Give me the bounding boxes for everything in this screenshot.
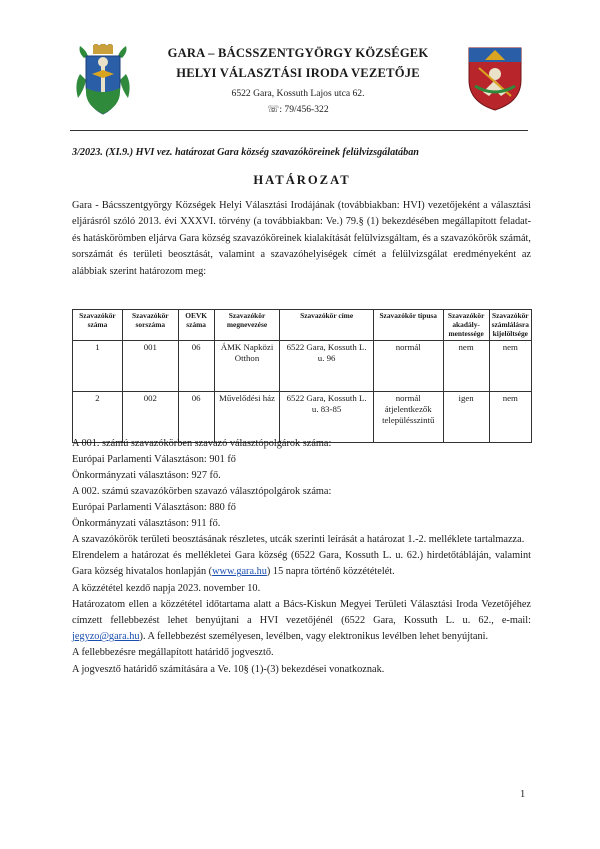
col-header-accessibility: Szavazókör akadály-mentessége	[443, 310, 489, 341]
deadline-calculation-paragraph: A jogvesztő határidő számítására a Ve. 10§ (1)-(3) bekezdései vonatkoznak.	[72, 663, 385, 675]
cell-oevk: 06	[178, 392, 214, 443]
publication-text-end: ) 15 napra történő közzétételét.	[266, 566, 395, 578]
publication-paragraph	[72, 548, 531, 580]
cell-type: normál átjelentkezők településszintű	[373, 392, 443, 443]
cell-type: normál	[373, 341, 443, 392]
website-link[interactable]: www.gara.hu	[212, 566, 267, 578]
intro-paragraph: Gara - Bácsszentgyörgy Községek Helyi Választási Irodájának (továbbiakban: HVI) vezetőjeként a választási eljárásról szóló 2013. évi XXXVI. törvény (a továbbiakban: Ve.) 79.§ (1) bekezdésében megállapított feladat- és hatáskörömben eljárva Gara község szavazóköreinek kialakítását felülvizsgáltam, és a szavazókörök számát, sorszámát és területi beosztását, valamint a szavazóhelyiségek címét a felülvizsgálat eredményeként az alábbiak szerint határozom meg:	[72, 200, 531, 277]
bacsszentgyorgy-coat-of-arms-icon	[467, 46, 523, 112]
district-001-heading: A 001. számú szavazókörben szavazó választópolgárok száma:	[72, 438, 332, 449]
annex-paragraph: A szavazókörök területi beosztásának részletes, utcák szerinti leírását a határozat 1.-2. melléklete tartalmazza.	[72, 534, 525, 545]
col-header-type: Szavazókör típusa	[373, 310, 443, 341]
resolution-body	[72, 532, 531, 678]
cell-oevk: 06	[178, 341, 214, 392]
email-link[interactable]: jegyzo@gara.hu	[72, 631, 140, 643]
page-number: 1	[520, 789, 526, 800]
district-002-ep-count: Európai Parlamenti Választáson: 880 fő	[72, 502, 236, 514]
district-002-heading: A 002. számú szavazókörben szavazó választópolgárok száma:	[72, 486, 332, 497]
district-001-voters	[72, 436, 531, 485]
cell-address: 6522 Gara, Kossuth L. u. 83-85	[280, 392, 373, 443]
appeal-text-start: Határozatom ellen a közzététel időtartama alatt a Bács-Kiskun Megyei Területi Választási Iroda Vezetőjéhez címzett fellebbezést lehet benyújtani a HVI vezetőjénél (6522 Gara, Kossuth L. u. 62., e-mail:	[72, 598, 531, 627]
cell-number: 2	[73, 392, 123, 443]
col-header-serial: Szavazókör sorszáma	[122, 310, 178, 341]
col-header-counting: Szavazókör számlálásra kijelöltsége	[489, 310, 531, 341]
district-001-local-count: Önkormányzati választáson: 927 fő.	[72, 470, 221, 482]
cell-name: Művelődési ház	[214, 392, 280, 443]
office-name-line2: HELYI VÁLASZTÁSI IRODA VEZETŐJE	[176, 66, 420, 80]
col-header-oevk: OEVK száma	[178, 310, 214, 341]
cell-serial: 002	[122, 392, 178, 443]
col-header-number: Szavazókör száma	[73, 310, 123, 341]
cell-counting: nem	[489, 341, 531, 392]
header-divider	[70, 130, 528, 131]
office-address: 6522 Gara, Kossuth Lajos utca 62.	[231, 88, 365, 99]
publication-text-start: Elrendelem a határozat és mellékletei Gara község (6522 Gara, Kossuth L. u. 62.) hirdetőtábláján, valamint Gara község hivatalos honlapján (	[72, 550, 531, 578]
district-002-local-count: Önkormányzati választáson: 911 fő.	[72, 518, 221, 530]
polling-districts-table	[72, 309, 532, 443]
cell-name: ÁMK Napközi Otthon	[214, 341, 280, 392]
resolution-reference: 3/2023. (XI.9.) HVI vez. határozat Gara község szavazóköreinek felülvizsgálatában	[72, 147, 419, 158]
district-001-ep-count: Európai Parlamenti Választáson: 901 fő	[72, 454, 236, 466]
col-header-name: Szavazókör megnevezése	[214, 310, 280, 341]
publication-start-date: A közzététel kezdő napja 2023. november 10.	[72, 582, 261, 594]
cell-number: 1	[73, 341, 123, 392]
table-row	[73, 341, 532, 392]
table-row	[73, 392, 532, 443]
deadline-paragraph: A fellebbezésre megállapított határidő jogvesztő.	[72, 647, 274, 659]
cell-accessibility: igen	[443, 392, 489, 443]
cell-counting: nem	[489, 392, 531, 443]
appeal-paragraph	[72, 597, 531, 646]
col-header-address: Szavazókör címe	[280, 310, 373, 341]
document-title: HATÁROZAT	[253, 173, 351, 187]
appeal-text-end: ). A fellebbezést személyesen, levélben, vagy elektronikus levélben lehet benyújtani.	[139, 631, 489, 643]
office-phone: ☏: 79/456-322	[267, 104, 329, 115]
table-header-row	[73, 310, 532, 341]
district-002-voters	[72, 484, 531, 533]
cell-serial: 001	[122, 341, 178, 392]
office-name-line1: GARA – BÁCSSZENTGYÖRGY KÖZSÉGEK	[167, 46, 429, 60]
cell-accessibility: nem	[443, 341, 489, 392]
gara-coat-of-arms-icon	[74, 44, 132, 116]
cell-address: 6522 Gara, Kossuth L. u. 96	[280, 341, 373, 392]
